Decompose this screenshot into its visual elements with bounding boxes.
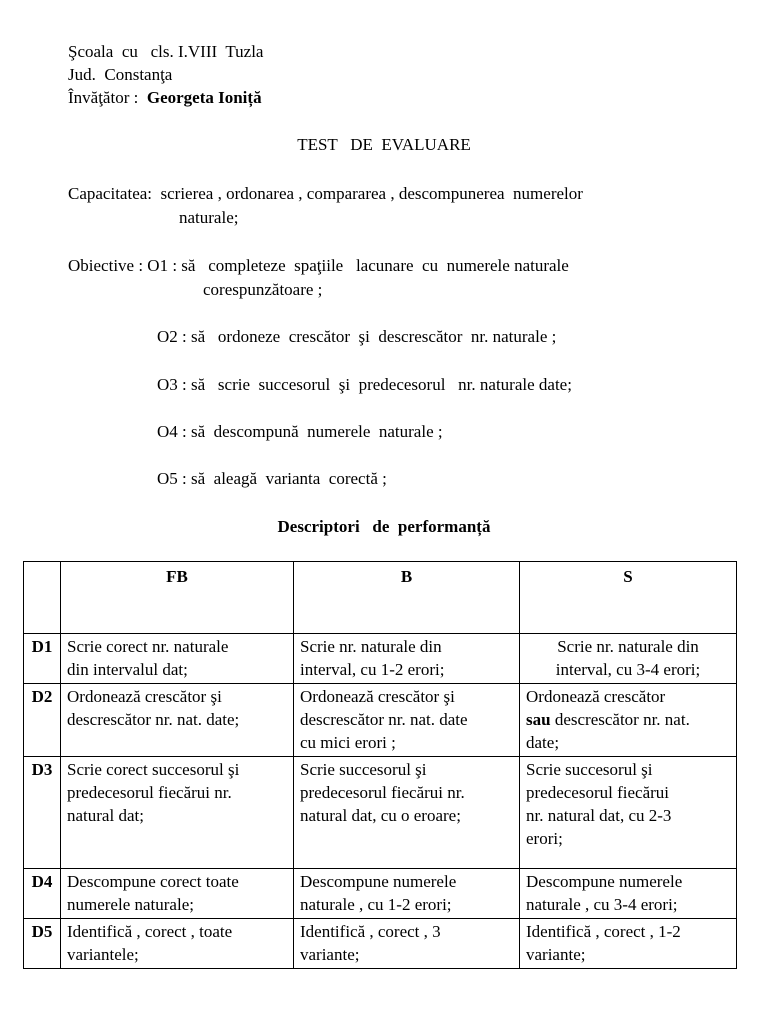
descriptors-title: Descriptori de performanță [277, 517, 491, 536]
cell-line: Identifică , corect , 3 [300, 922, 441, 941]
cell-text: descrescător nr. nat. [550, 710, 690, 729]
cell-fb [61, 684, 294, 757]
row-id: D4 [24, 869, 61, 919]
emphasis-sau: sau [526, 710, 551, 729]
table-header-fb: FB [61, 562, 294, 634]
cell-line: descrescător nr. nat. date [300, 710, 468, 729]
cell-line: variantele; [67, 945, 139, 964]
school-name: Şcoala cu cls. I.VIII Tuzla [68, 42, 264, 61]
objective-o3: O3 : să scrie succesorul şi predecesorul nr. naturale date; [157, 375, 572, 394]
cell-line: Ordonează crescător şi [67, 687, 222, 706]
cell-line: numerele naturale; [67, 895, 194, 914]
objective-o4: O4 : să descompună numerele naturale ; [157, 422, 443, 441]
cell-line: naturale , cu 3-4 erori; [526, 895, 678, 914]
cell-line: Identifică , corect , toate [67, 922, 233, 941]
table-row [24, 634, 737, 684]
cell-s [520, 869, 737, 919]
cell-line: natural dat, cu o eroare; [300, 806, 461, 825]
cell-line: Ordonează crescător [526, 687, 666, 706]
cell-line: interval, cu 3-4 erori; [555, 660, 701, 679]
cell-line: Scrie corect succesorul şi [67, 760, 240, 779]
teacher-label: Învăţător : [68, 88, 147, 107]
table-header-empty [24, 562, 61, 634]
cell-b [294, 757, 520, 869]
cell-line: predecesorul fiecărui nr. [67, 783, 232, 802]
capacity-line-1: Capacitatea: scrierea , ordonarea , compararea , descompunerea numerelor [68, 184, 583, 203]
cell-line: naturale , cu 1-2 erori; [300, 895, 452, 914]
cell-s [520, 634, 737, 684]
row-id: D5 [24, 919, 61, 969]
table-header-b: B [294, 562, 520, 634]
cell-s [520, 684, 737, 757]
table-header-s: S [520, 562, 737, 634]
cell-line: cu mici erori ; [300, 733, 396, 752]
row-id: D1 [24, 634, 61, 684]
cell-line: Descompune numerele [300, 872, 457, 891]
cell-line: Scrie nr. naturale din [300, 637, 442, 656]
descriptors-table [23, 561, 737, 969]
objective-o5: O5 : să aleagă varianta corectă ; [157, 469, 387, 488]
cell-line: date; [526, 733, 560, 752]
cell-line: Descompune numerele [526, 872, 683, 891]
cell-fb [61, 634, 294, 684]
table-row [24, 757, 737, 869]
cell-fb [61, 757, 294, 869]
teacher-name: Georgeta Ioniță [146, 88, 262, 107]
cell-line: Scrie succesorul şi [300, 760, 427, 779]
row-id: D2 [24, 684, 61, 757]
cell-line: Ordonează crescător şi [300, 687, 455, 706]
table-header-row [24, 562, 737, 634]
cell-b [294, 869, 520, 919]
cell-b [294, 919, 520, 969]
table-row [24, 684, 737, 757]
cell-line: variante; [526, 945, 586, 964]
cell-fb [61, 869, 294, 919]
cell-fb [61, 919, 294, 969]
capacity-line-2: naturale; [179, 208, 239, 227]
objective-o1-line-2: corespunzătoare ; [203, 280, 323, 299]
cell-line: nr. natural dat, cu 2-3 [526, 806, 672, 825]
cell-line: Scrie corect nr. naturale [67, 637, 229, 656]
cell-line: erori; [526, 829, 563, 848]
cell-line: Identifică , corect , 1-2 [526, 922, 681, 941]
cell-s [520, 919, 737, 969]
cell-line: descrescător nr. nat. date; [67, 710, 240, 729]
cell-line: variante; [300, 945, 360, 964]
cell-line: interval, cu 1-2 erori; [300, 660, 445, 679]
cell-line: predecesorul fiecărui [526, 783, 669, 802]
cell-line: Descompune corect toate [67, 872, 239, 891]
cell-line: Scrie nr. naturale din [557, 637, 699, 656]
objective-o1-line-1: Obiective : O1 : să completeze spaţiile lacunare cu numerele naturale [68, 256, 569, 275]
table-row [24, 919, 737, 969]
cell-line: natural dat; [67, 806, 144, 825]
cell-line: Scrie succesorul şi [526, 760, 653, 779]
cell-line: predecesorul fiecărui nr. [300, 783, 465, 802]
cell-line: din intervalul dat; [67, 660, 188, 679]
cell-s [520, 757, 737, 869]
cell-b [294, 684, 520, 757]
table-row [24, 869, 737, 919]
county: Jud. Constanţa [68, 65, 173, 84]
row-id: D3 [24, 757, 61, 869]
teacher-line [68, 86, 262, 109]
cell-b [294, 634, 520, 684]
page-title: TEST DE EVALUARE [297, 135, 471, 154]
cell-line [526, 708, 730, 731]
objective-o2: O2 : să ordoneze crescător şi descrescător nr. naturale ; [157, 327, 557, 346]
